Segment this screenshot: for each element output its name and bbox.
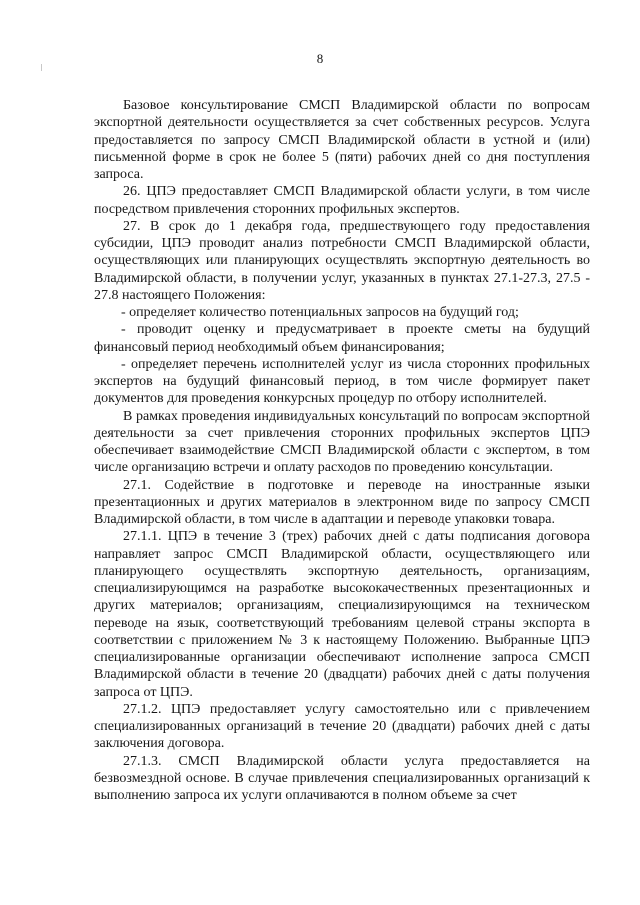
paragraph-clause-27: 27. В срок до 1 декабря года, предшествующего году предоставления субсидии, ЦПЭ проводит анализ потребности СМСП Владимирской области, осуществляющих или планирующих осуществлять экспортную деятельность во Владимирской области, в получении услуг, указанных в пунктах 27.1-27.3, 27.5 - 27.8 настоящего Положения:: [94, 218, 590, 303]
document-body: [94, 97, 590, 804]
page-number: 8: [316, 51, 324, 66]
paragraph-clause-27-1: 27.1. Содействие в подготовке и переводе на иностранные языки презентационных и других материалов в электронном виде по запросу СМСП Владимирской области, в том числе в адаптации и переводе упаковки товара.: [94, 477, 590, 527]
paragraph-clause-27-1-3: 27.1.3. СМСП Владимирской области услуга предоставляется на безвозмездной основе. В случае привлечения специализированных организаций к выполнению запроса их услуги оплачиваются в полном объеме за счет: [94, 753, 590, 803]
paragraph-clause-26: 26. ЦПЭ предоставляет СМСП Владимирской области услуги, в том числе посредством привлечения сторонних профильных экспертов.: [94, 184, 590, 217]
list-item-contractor-list: - определяет перечень исполнителей услуг из числа сторонних профильных экспертов на будущий финансовый период, в том числе формирует пакет документов для проведения конкурсных процедур по отбору исполнителей.: [94, 356, 590, 407]
list-item-budget-estimate: - проводит оценку и предусматривает в проекте сметы на будущий финансовый период необходимый объем финансирования;: [94, 322, 590, 355]
paragraph-individual-consultations: В рамках проведения индивидуальных консультаций по вопросам экспортной деятельности за счет привлечения сторонних профильных экспертов ЦПЭ обеспечивает взаимодействие СМСП Владимирской области с экспертом, в том числе организацию встречи и оплату расходов по проведению консультации.: [94, 408, 590, 476]
paragraph-clause-27-1-2: 27.1.2. ЦПЭ предоставляет услугу самостоятельно или с привлечением специализированных организаций в течение 20 (двадцати) рабочих дней с даты заключения договора.: [94, 701, 590, 752]
paragraph-basic-consulting: Базовое консультирование СМСП Владимирской области по вопросам экспортной деятельности осуществляется за счет собственных ресурсов. Услуга предоставляется по запросу СМСП Владимирской области в устной и (или) письменной форме в срок не более 5 (пяти) рабочих дней со дня поступления запроса.: [94, 98, 590, 182]
paragraph-clause-27-1-1: 27.1.1. ЦПЭ в течение 3 (трех) рабочих дней с даты подписания договора направляет запрос СМСП Владимирской области, осуществляющего или планирующего осуществлять экспортную деятельность, организациям, специализирующимся на разработке высококачественных презентационных и других материалов; организациям, специализирующимся на техническом переводе на язык, соответствующий требованиям целевой страны экспорта в соответствии с приложением № 3 к настоящему Положению. Выбранные ЦПЭ специализированные организации обеспечивают исполнение запроса СМСП Владимирской области в течение 20 (двадцати) рабочих дней с даты получения запроса от ЦПЭ.: [94, 529, 590, 700]
list-item-request-count: - определяет количество потенциальных запросов на будущий год;: [121, 305, 519, 320]
scan-margin-mark: [41, 64, 42, 71]
